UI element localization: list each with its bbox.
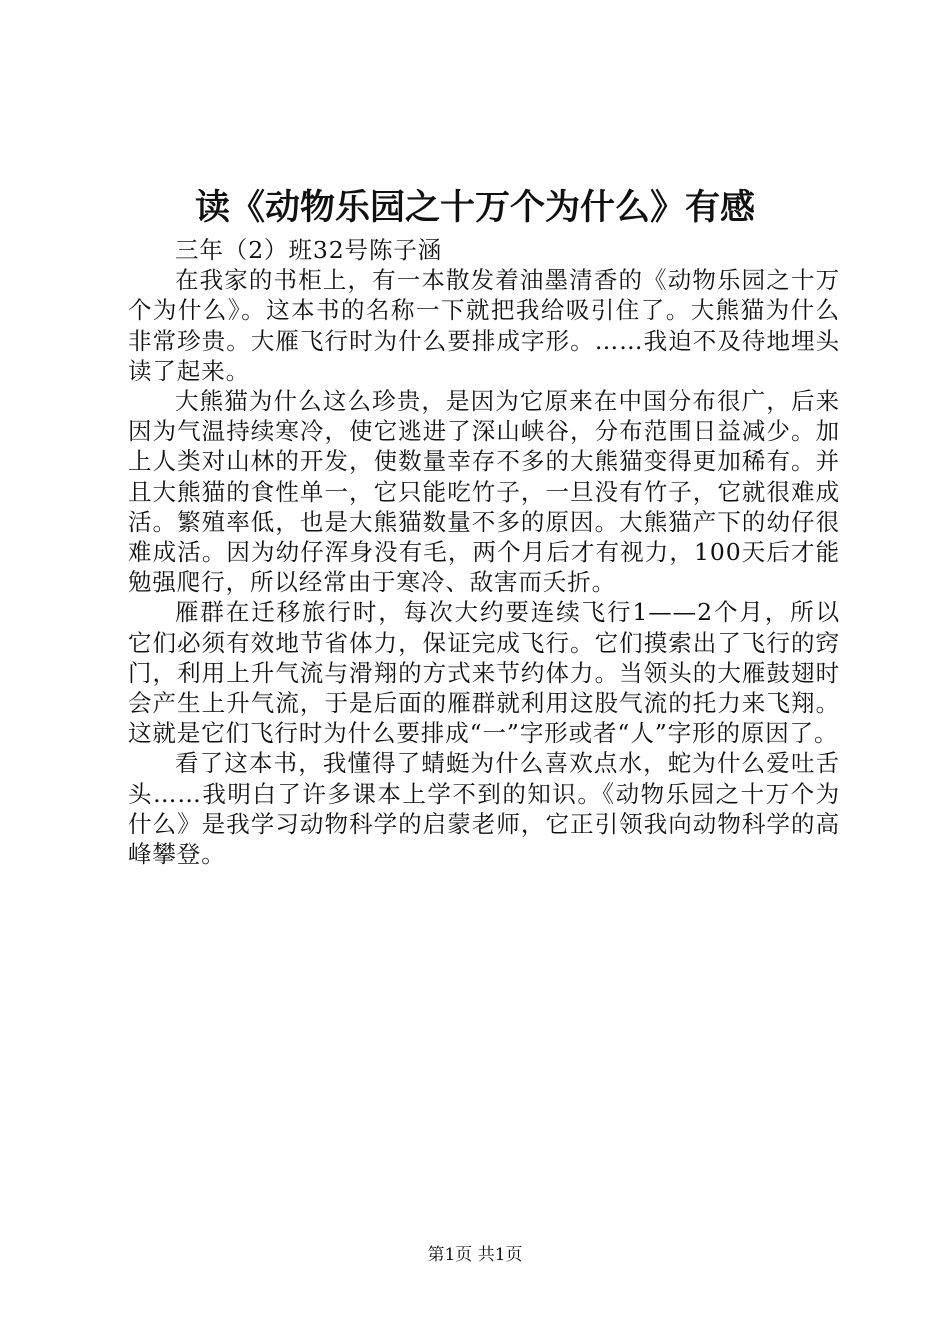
- paragraph-2: 大熊猫为什么这么珍贵，是因为它原来在中国分布很广，后来因为气温持续寒冷，使它逃进了深山峡谷，分布范围日益减少。加上人类对山林的开发，使数量幸存不多的大熊猫变得更加稀有。并且大熊猫的食性单一，它只能吃竹子，一旦没有竹子，它就很难成活。繁殖率低，也是大熊猫数量不多的原因。大熊猫产下的幼仔很难成活。因为幼仔浑身没有毛，两个月后才有视力，100天后才能勉强爬行，所以经常由于寒冷、敌害而夭折。: [128, 387, 840, 597]
- document-title: 读《动物乐园之十万个为什么》有感: [194, 187, 755, 228]
- author-byline: 三年（2）班32号陈子涵: [175, 236, 443, 264]
- page-footer: 第1页 共1页: [427, 1245, 523, 1265]
- paragraph-4: 看了这本书，我懂得了蜻蜓为什么喜欢点水，蛇为什么爱吐舌头……我明白了许多课本上学不到的知识。《动物乐园之十万个为什么》是我学习动物科学的启蒙老师，它正引领我向动物科学的高峰攀登。: [128, 749, 840, 869]
- document-body: [128, 235, 840, 869]
- paragraph-3: 雁群在迁移旅行时，每次大约要连续飞行1——2个月，所以它们必须有效地节省体力，保证完成飞行。它们摸索出了飞行的窍门，利用上升气流与滑翔的方式来节约体力。当领头的大雁鼓翅时会产生上升气流，于是后面的雁群就利用这股气流的托力来飞翔。这就是它们飞行时为什么要排成“一”字形或者“人”字形的原因了。: [128, 598, 840, 748]
- paragraph-1: 在我家的书柜上，有一本散发着油墨清香的《动物乐园之十万个为什么》。这本书的名称一下就把我给吸引住了。大熊猫为什么非常珍贵。大雁飞行时为什么要排成字形。……我迫不及待地埋头读了起来。: [128, 266, 840, 385]
